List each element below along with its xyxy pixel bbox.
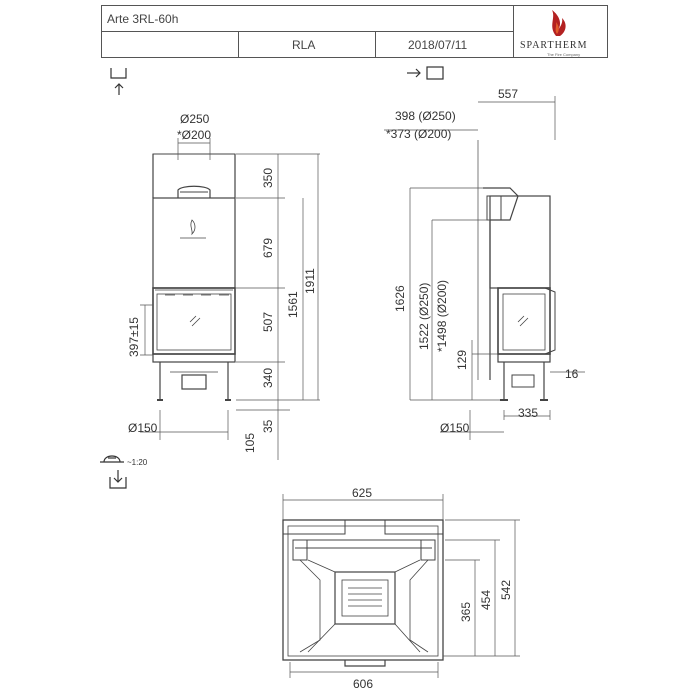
side-dim-150: Ø150 [440,421,470,435]
top-dim-365: 365 [459,601,473,622]
brand-tagline: The Fire Company [547,52,581,57]
drawing-date: 2018/07/11 [408,38,468,52]
front-dim-150: Ø150 [128,421,158,435]
front-dim-35: 35 [261,419,275,433]
top-dim-625: 625 [352,486,373,500]
front-view-symbol-icon [111,68,126,95]
top-view [283,520,443,666]
front-dim-1561: 1561 [286,291,300,318]
front-dim-679: 679 [261,237,275,258]
side-dim-1522: 1522 (Ø250) [417,282,431,350]
side-dimension-lines [384,96,585,440]
model-name: Arte 3RL-60h [107,12,179,26]
front-view [153,154,235,400]
front-flue-diameter: Ø250 [180,112,210,126]
side-dim-1626: 1626 [393,285,407,312]
top-dimension-lines [283,494,520,678]
top-dim-454: 454 [479,589,493,610]
side-dim-398: 398 (Ø250) [395,109,456,123]
side-dim-16: 16 [565,367,579,381]
scale-symbol-icon [100,456,124,462]
front-dim-397: 397±15 [127,317,141,357]
top-view-symbol-icon [110,470,126,488]
brand-logo: SPARTHERM [520,40,588,51]
front-dim-340: 340 [261,367,275,388]
front-dim-1911: 1911 [303,268,317,294]
scale-label: ~1:20 [127,458,148,467]
side-dim-335: 335 [518,406,539,420]
side-dim-373: *373 (Ø200) [386,127,452,141]
side-dim-557: 557 [498,87,519,101]
front-dim-507: 507 [261,311,275,332]
front-dim-105: 105 [243,432,257,453]
side-view [478,140,555,400]
side-view-symbol-icon [407,67,443,79]
side-dim-1498: *1498 (Ø200) [435,279,449,352]
variant-code: RLA [292,38,316,52]
flame-logo-icon [552,10,566,36]
top-dim-606: 606 [353,677,374,691]
top-dim-542: 542 [499,579,513,600]
side-dim-129: 129 [455,349,469,370]
front-dim-350: 350 [261,167,275,188]
front-flue-diameter-alt: *Ø200 [177,128,212,142]
